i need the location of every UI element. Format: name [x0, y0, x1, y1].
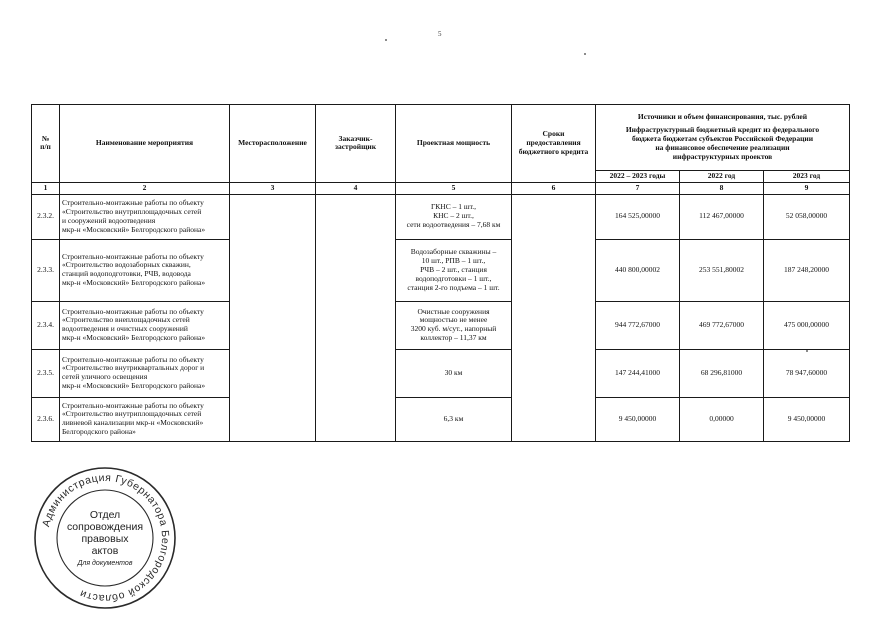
- row-name: Строительно-монтажные работы по объекту «Строительство внеплощадочных сетей водоотведения и очистных сооружений мкр-н «Московский» Белгородского района»: [60, 301, 230, 349]
- column-number: 5: [396, 182, 512, 194]
- row-capacity: 30 км: [396, 349, 512, 397]
- header-year-2022: 2022 год: [680, 171, 764, 183]
- row-2022: 68 296,81000: [680, 349, 764, 397]
- column-number: 1: [32, 182, 60, 194]
- row-2023: 187 248,20000: [764, 239, 850, 301]
- row-2023: 475 000,00000: [764, 301, 850, 349]
- header-capacity: Проектная мощность: [396, 105, 512, 183]
- table-row: [32, 301, 850, 349]
- financing-table-sheet: [31, 104, 849, 437]
- header-customer: Заказчик- застройщик: [316, 105, 396, 183]
- row-capacity: Очистные сооружения мощностью не менее 3200 куб. м/сут., напорный коллектор – 11,37 км: [396, 301, 512, 349]
- stamp-line: сопровождения: [66, 521, 144, 533]
- table-row: [32, 349, 850, 397]
- row-total: 147 244,41000: [596, 349, 680, 397]
- column-number: 6: [512, 182, 596, 194]
- table-row: [32, 397, 850, 441]
- stamp-ring-text: Администрация Губернатора Белгородской области: [40, 471, 172, 605]
- row-capacity: Водозаборные скважины – 10 шт., РПВ – 1 шт., РЧВ – 2 шт., станция водоподготовки – 1 шт., станция 2-го подъема – 1 шт.: [396, 239, 512, 301]
- deadline-cell: [512, 194, 596, 441]
- row-2023: 9 450,00000: [764, 397, 850, 441]
- location-cell: [230, 194, 316, 441]
- row-total: 164 525,00000: [596, 194, 680, 239]
- financing-table: [31, 104, 850, 442]
- column-number: 7: [596, 182, 680, 194]
- table-row: [32, 194, 850, 239]
- stamp-line: актов: [91, 545, 119, 557]
- header-deadline: Сроки предоставления бюджетного кредита: [512, 105, 596, 183]
- column-number: 3: [230, 182, 316, 194]
- stamp-bottom-text: Для документов: [77, 560, 133, 567]
- row-name: Строительно-монтажные работы по объекту «Строительство водозаборных скважин, станций водоподготовки, РЧВ, водовода мкр-н «Московский» Белгородского района»: [60, 239, 230, 301]
- row-number: 2.3.4.: [32, 301, 60, 349]
- row-total: 440 800,00002: [596, 239, 680, 301]
- row-number: 2.3.2.: [32, 194, 60, 239]
- scan-speck: [584, 53, 586, 55]
- column-number: 2: [60, 182, 230, 194]
- row-2022: 0,00000: [680, 397, 764, 441]
- row-capacity: ГКНС – 1 шт., КНС – 2 шт., сети водоотведения – 7,68 км: [396, 194, 512, 239]
- stamp-line: правовых: [81, 533, 129, 545]
- row-2022: 112 467,00000: [680, 194, 764, 239]
- department-stamp: [30, 463, 180, 613]
- column-number: 4: [316, 182, 396, 194]
- row-2022: 469 772,67000: [680, 301, 764, 349]
- row-total: 944 772,67000: [596, 301, 680, 349]
- column-number-row: [32, 182, 850, 194]
- row-name: Строительно-монтажные работы по объекту «Строительство внутриквартальных дорог и сетей уличного освещения мкр-н «Московский» Белгородского района»: [60, 349, 230, 397]
- header-location: Месторасположение: [230, 105, 316, 183]
- row-name: Строительно-монтажные работы по объекту «Строительство внутриплощадочных сетей и сооружений водоотведения мкр-н «Московский» Белгородского района»: [60, 194, 230, 239]
- stamp-line: Отдел: [89, 509, 121, 521]
- header-row: [32, 105, 850, 171]
- header-year-2023: 2023 год: [764, 171, 850, 183]
- row-2023: 52 058,00000: [764, 194, 850, 239]
- funding-title: Источники и объем финансирования, тыс. рублей: [637, 112, 808, 122]
- row-capacity: 6,3 км: [396, 397, 512, 441]
- header-funding: [596, 105, 850, 171]
- column-number: 9: [764, 182, 850, 194]
- funding-subtitle: Инфраструктурный бюджетный кредит из федерального бюджета бюджетам субъектов Российской Федерации на финансовое обеспечение реализации инфраструктурных проектов: [625, 125, 820, 161]
- scan-speck: [385, 39, 387, 41]
- header-num: № п/п: [32, 105, 60, 183]
- row-name: Строительно-монтажные работы по объекту «Строительство внутриплощадочных сетей ливневой канализации мкр-н «Московский» Белгородского района»: [60, 397, 230, 441]
- row-number: 2.3.3.: [32, 239, 60, 301]
- customer-cell: [316, 194, 396, 441]
- row-number: 2.3.5.: [32, 349, 60, 397]
- row-number: 2.3.6.: [32, 397, 60, 441]
- row-total: 9 450,00000: [596, 397, 680, 441]
- header-name: Наименование мероприятия: [60, 105, 230, 183]
- stamp-center: [30, 463, 180, 613]
- row-2022: 253 551,80002: [680, 239, 764, 301]
- header-year-total: 2022 – 2023 годы: [596, 171, 680, 183]
- column-number: 8: [680, 182, 764, 194]
- page-number: 5: [438, 30, 442, 38]
- table-row: [32, 239, 850, 301]
- row-2023: 78 947,60000: [764, 349, 850, 397]
